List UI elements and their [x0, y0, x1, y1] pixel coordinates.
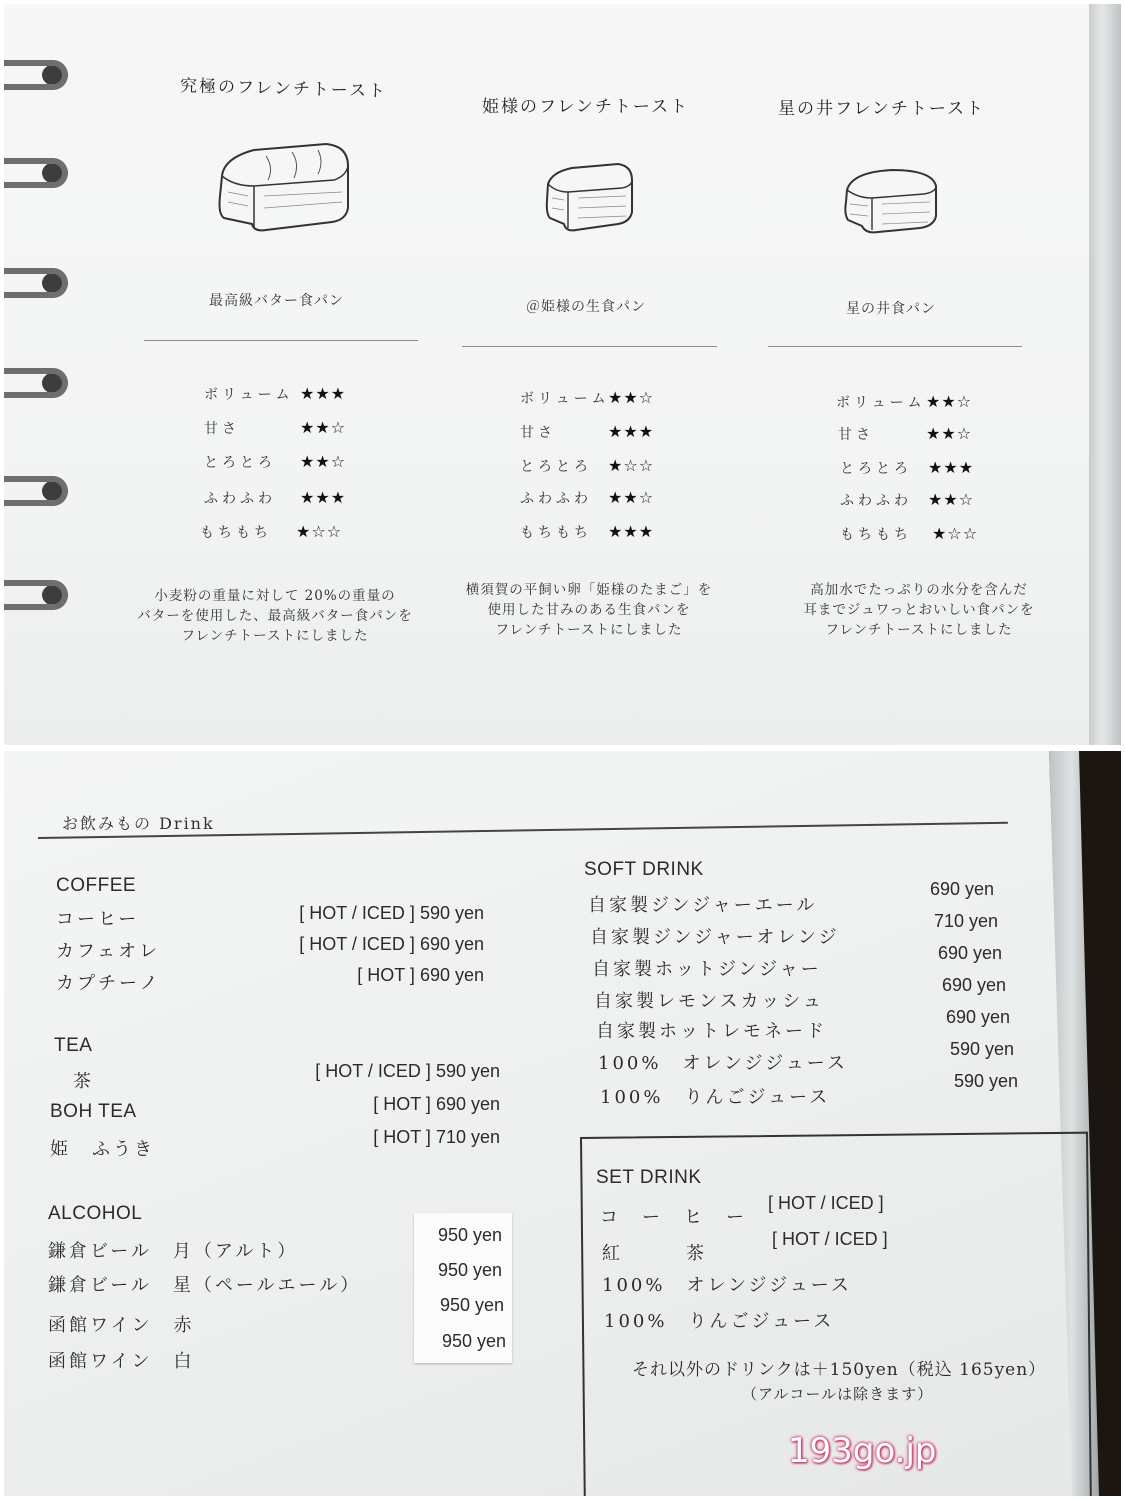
item-price-value: 710 yen — [435, 1127, 500, 1147]
item-option: [ HOT ] — [373, 1127, 431, 1147]
description-line: 小麦粉の重量に対して 20%の重量の — [154, 588, 396, 604]
rating-stars: ★★★ — [300, 488, 347, 507]
bread-loaf-illustration-3 — [842, 164, 942, 238]
soft-drink-item-name: 自家製レモンスカッシュ — [594, 991, 824, 1012]
description-line: バターを使用した、最高級バター食パンを — [137, 608, 413, 624]
divider-rule — [144, 340, 418, 341]
set-drink-item: コ ー ヒ ー — [600, 1207, 747, 1228]
set-drink-option: [ HOT / ICED ] — [772, 1229, 888, 1249]
tea-item-name: 茶 — [52, 1071, 94, 1092]
rating-stars: ★☆☆ — [608, 456, 655, 475]
soft-drink-item-price: 690 yen — [937, 943, 1002, 963]
set-drink-heading: SET DRINK — [596, 1167, 702, 1188]
divider-rule — [768, 346, 1022, 347]
description-line: 使用した甘みのある生食パンを — [487, 602, 691, 618]
french-toast-title-1: 究極のフレンチトースト — [179, 76, 388, 102]
description-line: フレンチトーストにしました — [495, 622, 683, 638]
drink-menu-photo — [4, 751, 1121, 1496]
item-option: [ HOT / ICED ] — [299, 934, 415, 954]
rating-label: 甘さ — [838, 427, 874, 443]
binder-ring — [4, 580, 68, 610]
coffee-item-price — [260, 965, 484, 986]
set-drink-item: 紅 茶 — [602, 1243, 707, 1264]
soft-drink-item-name: 自家製ホットジンジャー — [592, 959, 822, 980]
drink-menu-title: お飲みもの Drink — [62, 814, 215, 833]
rating-stars: ★★★ — [300, 384, 347, 403]
rating-label: もちもち — [200, 525, 272, 541]
soft-drink-item-name: 自家製ジンジャーオレンジ — [590, 927, 840, 948]
binder-ring — [4, 60, 68, 90]
description-3 — [774, 580, 1064, 640]
binder-ring — [4, 476, 68, 506]
rating-label: とろとろ — [520, 459, 592, 475]
coffee-heading: COFFEE — [56, 875, 137, 896]
rating-label: ふわふわ — [204, 491, 276, 507]
rating-label: ボリューム — [836, 395, 926, 411]
rating-label: とろとろ — [204, 455, 276, 471]
french-toast-title-2: 姫様のフレンチトースト — [482, 97, 690, 117]
alcohol-item-name: 函館ワイン 白 — [48, 1351, 195, 1372]
description-line: フレンチトーストにしました — [181, 628, 369, 644]
bread-name-1: 最高級バター食パン — [209, 293, 344, 309]
binder-ring — [4, 268, 68, 298]
tea-item-name: 姫 ふうき — [50, 1139, 155, 1160]
description-2 — [444, 580, 734, 640]
bread-loaf-illustration-2 — [542, 156, 638, 236]
page-edge — [1089, 4, 1121, 745]
rating-label: もちもち — [840, 527, 912, 543]
description-line: フレンチトーストにしました — [825, 622, 1013, 638]
coffee-item-name: カフェオレ — [56, 941, 161, 962]
rating-stars: ★★★ — [608, 422, 655, 441]
description-line: 高加水でたっぷりの水分を含んだ — [810, 582, 1028, 598]
site-watermark: 193go.jp — [788, 1431, 937, 1471]
rating-label: もちもち — [520, 525, 592, 541]
soft-drink-item-name: 自家製ジンジャーエール — [588, 895, 818, 916]
set-drink-item: 100% オレンジジュース — [602, 1275, 852, 1296]
alcohol-item-name: 函館ワイン 赤 — [48, 1315, 195, 1336]
rating-label: とろとろ — [840, 461, 912, 477]
rating-label: ボリューム — [204, 387, 294, 403]
coffee-item-name: カプチーノ — [56, 973, 161, 994]
rating-stars: ★★☆ — [926, 392, 973, 411]
alcohol-item-price: 950 yen — [437, 1225, 502, 1245]
tea-item-price — [270, 1127, 500, 1148]
rating-stars: ★★☆ — [928, 490, 975, 509]
rating-label: ボリューム — [520, 391, 610, 407]
description-line: 耳までジュワっとおいしい食パンを — [803, 602, 1035, 618]
item-option: [ HOT / ICED ] — [315, 1061, 431, 1081]
item-price-value: 590 yen — [435, 1061, 500, 1081]
set-drink-note: それ以外のドリンクは＋150yen（税込 165yen） — [632, 1360, 1047, 1380]
item-option: [ HOT ] — [373, 1094, 431, 1114]
soft-drink-item-price: 690 yen — [945, 1007, 1010, 1027]
description-1 — [120, 586, 430, 646]
item-price-value: 590 yen — [419, 903, 484, 923]
divider-rule — [462, 346, 717, 347]
rating-stars: ★★☆ — [926, 424, 973, 443]
rating-stars: ★★☆ — [300, 418, 347, 437]
top-menu-photo — [4, 4, 1121, 745]
item-option: [ HOT / ICED ] — [299, 903, 415, 923]
soft-drink-item-price: 590 yen — [949, 1039, 1014, 1059]
rating-stars: ★★☆ — [608, 488, 655, 507]
rating-stars: ★☆☆ — [932, 524, 979, 543]
rating-stars: ★★★ — [928, 458, 975, 477]
soft-drink-item-name: 自家製ホットレモネード — [596, 1021, 827, 1042]
alcohol-item-price: 950 yen — [441, 1331, 506, 1351]
bread-loaf-illustration-1 — [214, 136, 354, 236]
soft-drink-heading: SOFT DRINK — [584, 859, 704, 880]
rating-stars: ★★☆ — [608, 388, 655, 407]
rating-label: 甘さ — [204, 421, 240, 437]
bread-name-3: 星の井食パン — [846, 301, 936, 317]
coffee-item-price — [260, 903, 484, 924]
tea-heading: TEA — [54, 1035, 93, 1056]
item-price-value: 690 yen — [435, 1094, 500, 1114]
coffee-item-price — [260, 934, 484, 955]
alcohol-item-name: 鎌倉ビール 月（アルト） — [48, 1241, 299, 1262]
coffee-item-name: コーヒー — [56, 909, 140, 930]
rating-stars: ★☆☆ — [296, 522, 343, 541]
soft-drink-item-price: 690 yen — [929, 879, 994, 899]
item-price-value: 690 yen — [419, 965, 484, 985]
rating-label: ふわふわ — [520, 491, 592, 507]
soft-drink-item-price: 690 yen — [941, 975, 1006, 995]
tea-item-name: BOH TEA — [50, 1101, 137, 1122]
binder-ring — [4, 368, 68, 398]
alcohol-item-price: 950 yen — [439, 1295, 504, 1315]
item-option: [ HOT ] — [357, 965, 415, 985]
rating-stars: ★★★ — [608, 522, 655, 541]
set-drink-item: 100% りんごジュース — [604, 1311, 835, 1332]
description-line: 横須賀の平飼い卵「姫様のたまご」を — [465, 582, 713, 598]
soft-drink-item-name: 100% りんごジュース — [600, 1087, 831, 1108]
binder-ring — [4, 158, 68, 188]
set-drink-option: [ HOT / ICED ] — [768, 1193, 884, 1213]
bread-name-2: ＠姫様の生食パン — [526, 299, 646, 315]
item-price-value: 690 yen — [419, 934, 484, 954]
rating-label: ふわふわ — [840, 493, 912, 509]
rating-stars: ★★☆ — [300, 452, 347, 471]
soft-drink-item-name: 100% オレンジジュース — [598, 1053, 848, 1074]
alcohol-item-name: 鎌倉ビール 星（ペールエール） — [48, 1275, 362, 1296]
set-drink-note-sub: （アルコールは除きます） — [742, 1385, 934, 1403]
soft-drink-item-price: 590 yen — [953, 1071, 1018, 1091]
alcohol-item-price: 950 yen — [437, 1260, 502, 1280]
tea-item-price — [270, 1094, 500, 1115]
tea-item-price — [270, 1061, 500, 1082]
soft-drink-item-price: 710 yen — [933, 911, 998, 931]
rating-label: 甘さ — [520, 425, 556, 441]
french-toast-title-3: 星の井フレンチトースト — [778, 99, 986, 119]
alcohol-heading: ALCOHOL — [48, 1203, 143, 1224]
